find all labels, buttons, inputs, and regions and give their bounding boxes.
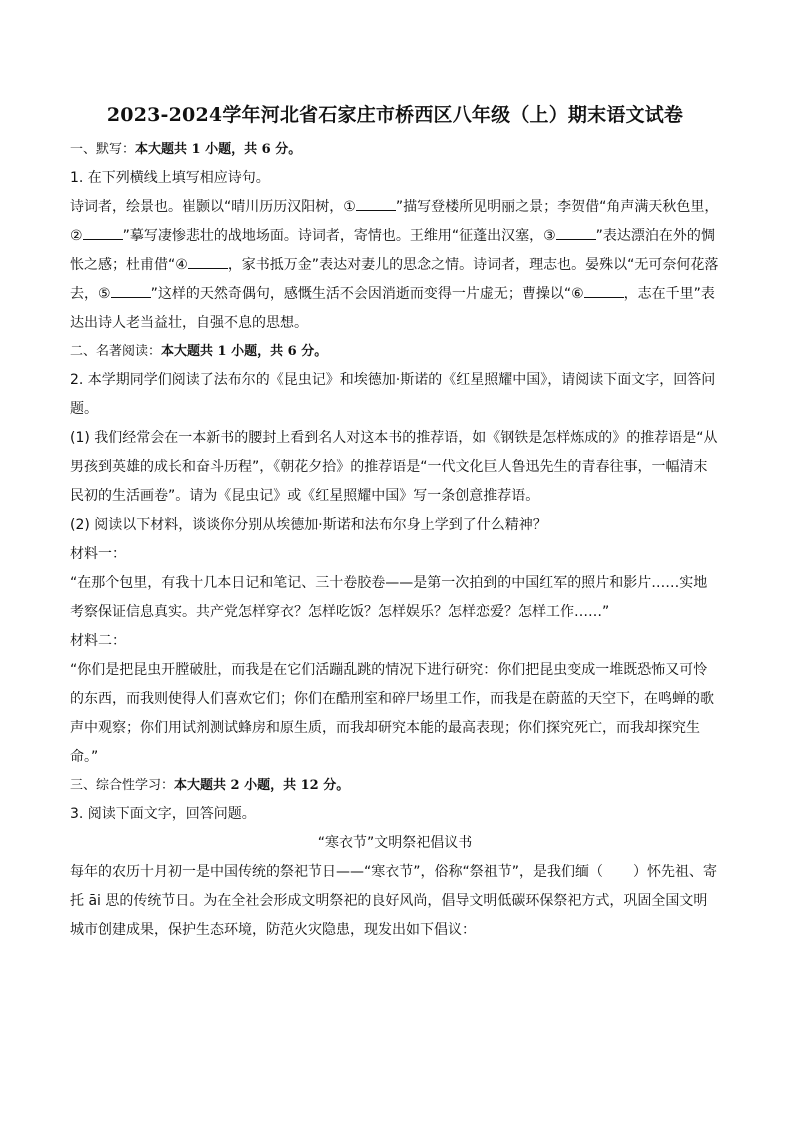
section-desc: 本大题共 2 小题，共 12 分。 [174, 778, 350, 793]
question-2-sub-1: (1) 我们经常会在一本新书的腰封上看到名人对这本书的推荐语，如《钢铁是怎样炼成的》的推荐语是“从男孩到英雄的成长和奋斗历程”，《朝花夕拾》的推荐语是“一代文化巨人鲁迅先生的青春往事，一幅清末民初的生活画卷”。请为《昆虫记》或《红星照耀中国》写一条创意推荐语。 [70, 430, 718, 504]
section-desc: 本大题共 1 小题，共 6 分。 [135, 142, 302, 157]
section-head: 二、名著阅读： [70, 344, 162, 359]
section-head: 一、默写： [70, 142, 136, 157]
answer-blank-5[interactable] [111, 283, 151, 298]
answer-blank-6[interactable] [584, 283, 624, 298]
section-desc: 本大题共 1 小题，共 6 分。 [161, 344, 328, 359]
proposal-paragraph: 每年的农历十月初一是中国传统的祭祀节日——“寒衣节”，俗称“祭祖节”，是我们缅（ ）怀先祖、寄托 āi 思的传统节日。为在全社会形成文明祭祀的良好风尚，倡导文明低碳环保祭祀方式，巩固全国文明城市创建成果，保护生态环境，防范火灾隐患，现发出如下倡议： [70, 864, 718, 938]
exam-page [70, 100, 720, 945]
proposal-title: “寒衣节”文明祭祀倡议书 [317, 835, 473, 851]
page-title: 2023-2024学年河北省石家庄市桥西区八年级（上）期末语文试卷 [106, 104, 684, 126]
answer-blank-1[interactable] [356, 196, 396, 211]
material-1-text: “在那个包里，有我十几本日记和笔记、三十卷胶卷——是第一次拍到的中国红军的照片和影片……实地考察保证信息真实。共产党怎样穿衣？怎样吃饭？怎样娱乐？怎样恋爱？怎样工作……” [70, 575, 708, 620]
material-1-label: 材料一： [70, 546, 126, 562]
material-2-text: “你们是把昆虫开膛破肚，而我是在它们活蹦乱跳的情况下进行研究：你们把昆虫变成一堆既恐怖又可怜的东西，而我则使得人们喜欢它们；你们在酷刑室和碎尸场里工作，而我是在蔚蓝的天空下，在鸣蝉的歌声中观察；你们用试剂测试蜂房和原生质，而我却研究本能的最高表现；你们探究死亡，而我却探究生命。” [70, 662, 714, 765]
material-2-label: 材料二： [70, 633, 126, 649]
section-head: 三、综合性学习： [70, 778, 175, 793]
question-1-stem: 1. 在下列横线上填写相应诗句。 [70, 170, 270, 186]
question-1-body: 诗词者，绘景也。崔颢以“晴川历历汉阳树，① ”描写登楼所见明丽之景；李贺借“角声满天秋色里，② ”摹写凄惨悲壮的战地场面。诗词者，寄情也。王维用“征蓬出汉塞，③ ”表达漂泊在外的惆怅之感；杜甫借“④ ，家书抵万金”表达对妻儿的思念之情。诗词者，理志也。晏殊以“无可奈何花落去，⑤ ”这样的天然奇偶句，感慨生活不会因消逝而变得一片虚无；曹操以“⑥ ，志在千里”表达出诗人老当益壮，自强不息的思想。 [70, 193, 720, 338]
answer-blank-4[interactable] [188, 254, 228, 269]
question-2-sub-2: (2) 阅读以下材料，谈谈你分别从埃德加·斯诺和法布尔身上学到了什么精神？ [70, 517, 547, 533]
question-2-stem: 2. 本学期同学们阅读了法布尔的《昆虫记》和埃德加·斯诺的《红星照耀中国》，请阅读下面文字，回答问题。 [70, 372, 716, 417]
section-heading-1 [70, 136, 720, 164]
section-heading-3 [70, 772, 720, 800]
section-heading-2 [70, 338, 720, 366]
answer-blank-2[interactable] [83, 225, 123, 240]
question-3-stem: 3. 阅读下面文字，回答问题。 [70, 806, 256, 822]
answer-blank-3[interactable] [556, 225, 596, 240]
